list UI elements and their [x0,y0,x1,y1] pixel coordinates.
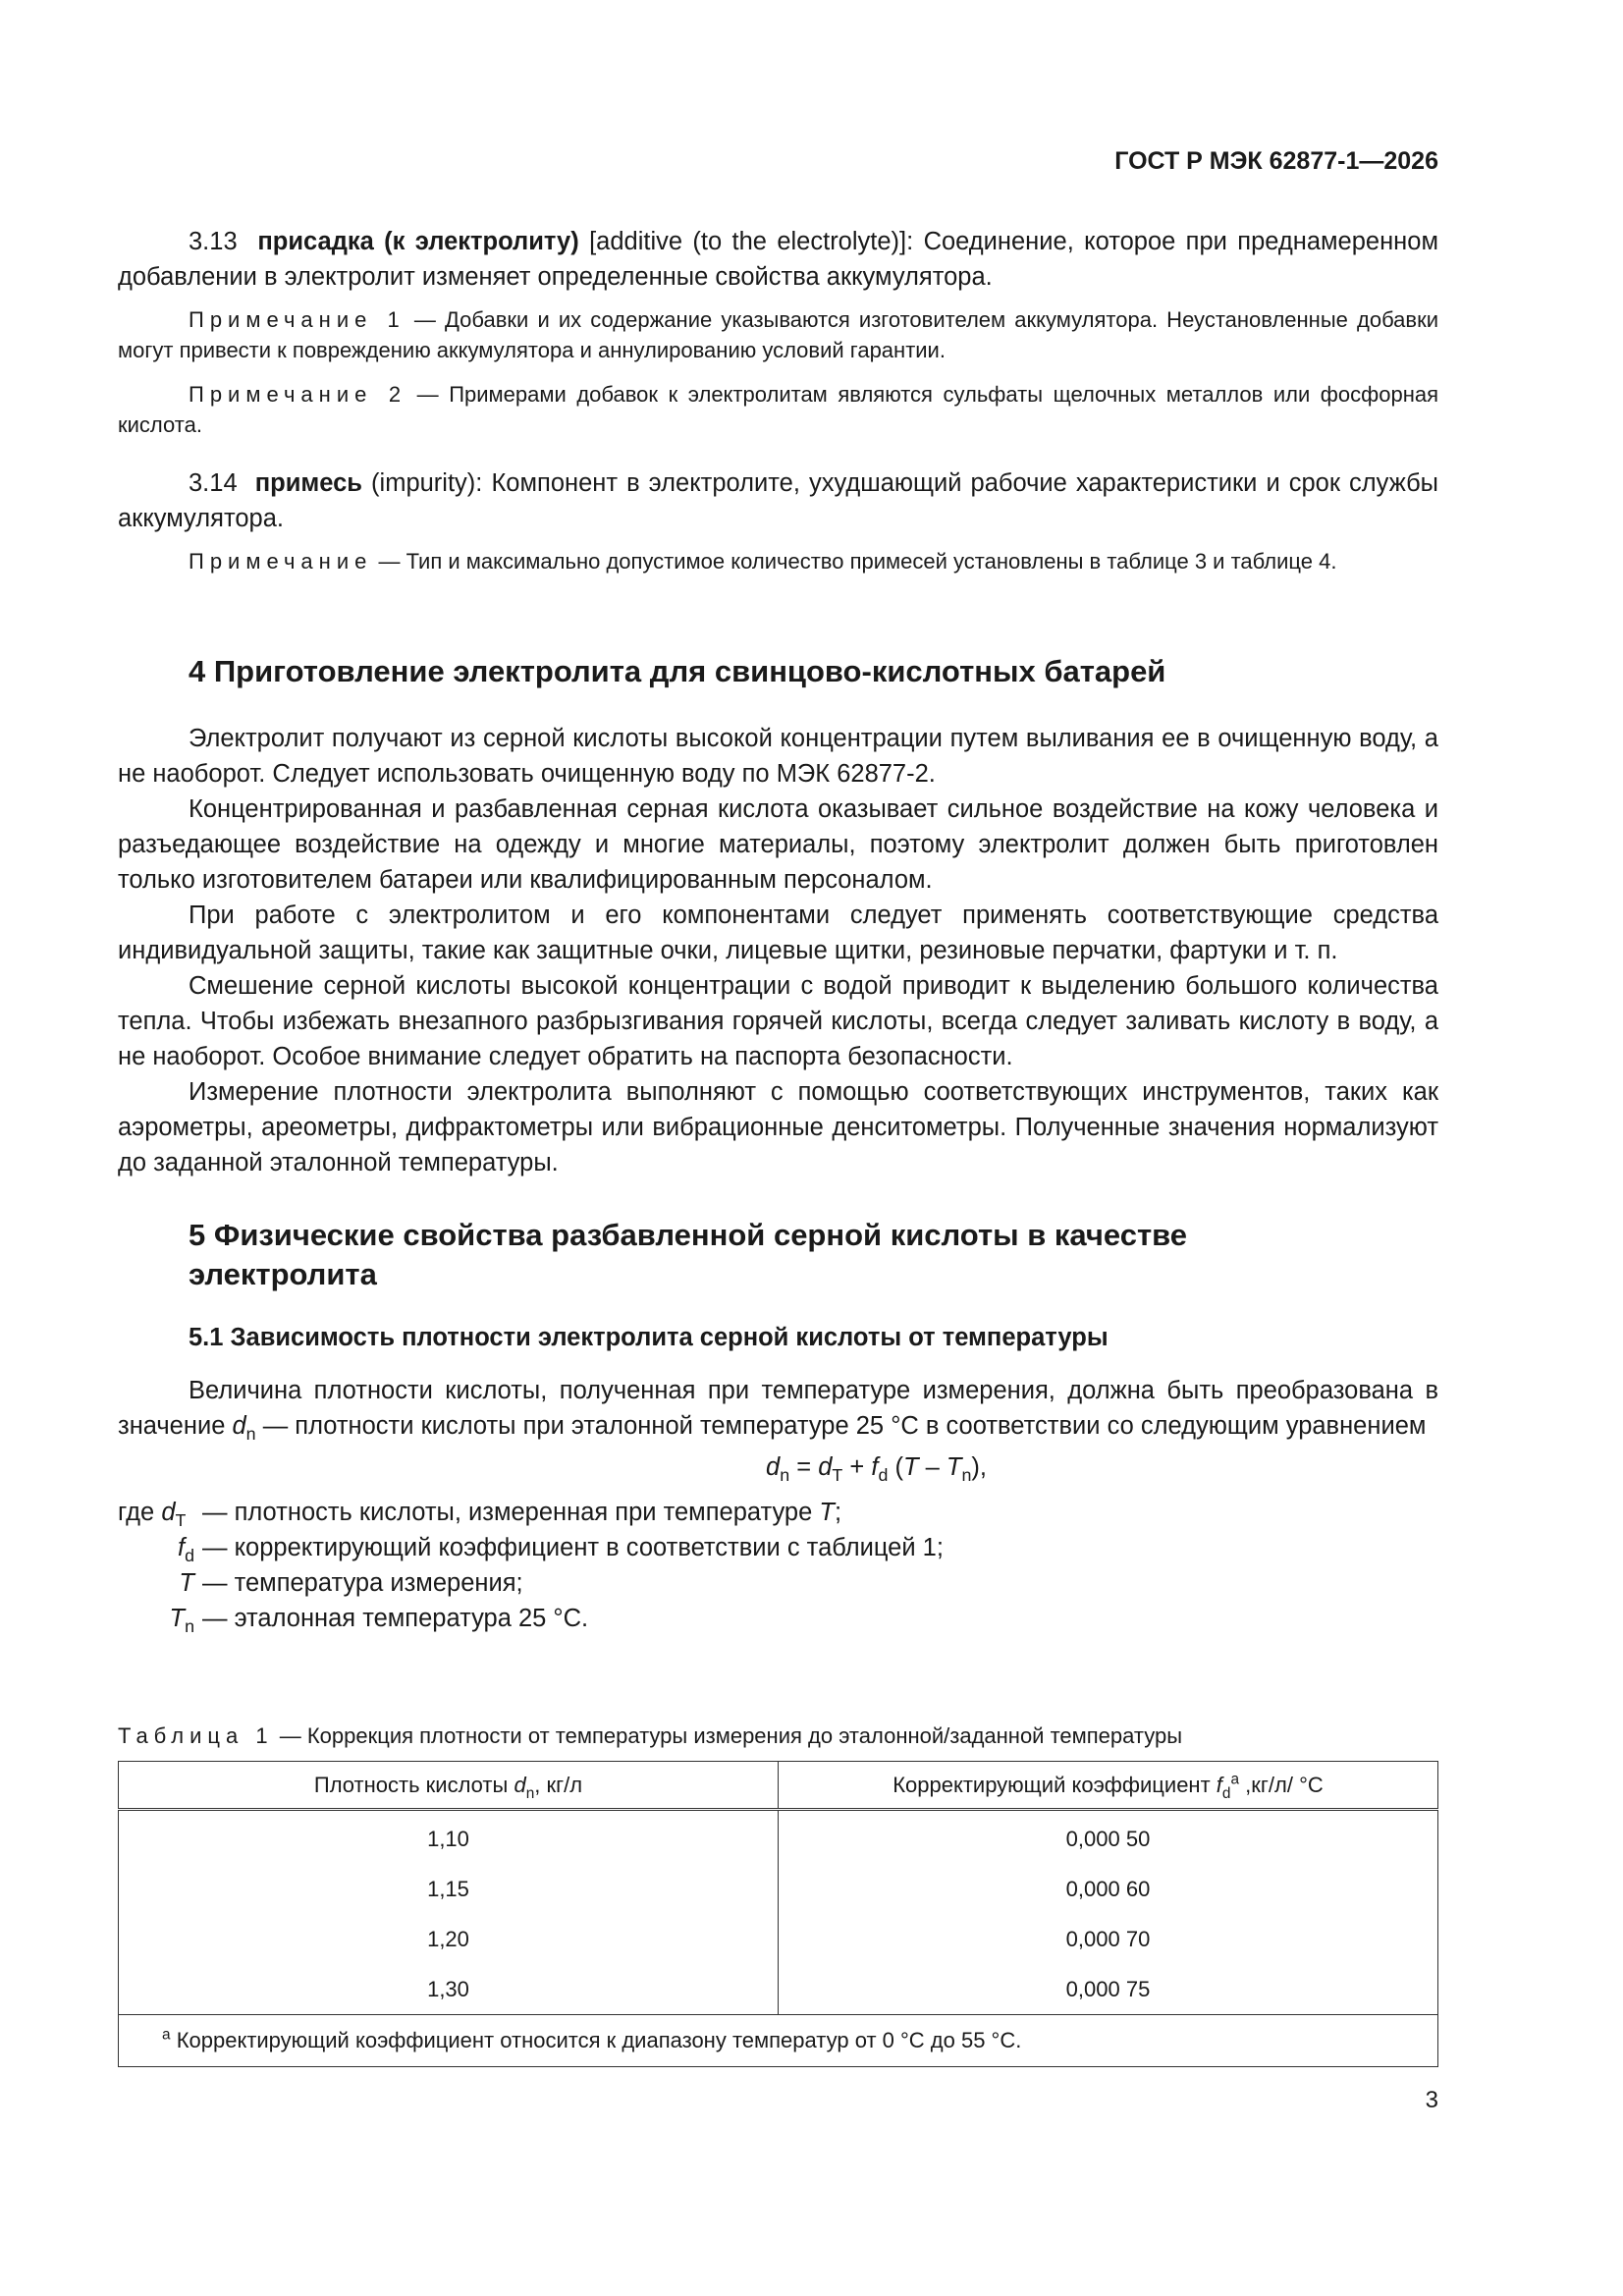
table-row [119,1914,1438,1964]
table-footnote: $^a$ Корректирующий коэффициент относится к диапазону температур от 0 °С до 55 °С. [119,2015,1438,2067]
clause-3-13-note-2: Примечание 2 — Примерами добавок к электролитам являются сульфаты щелочных металлов или фосфорная кислота. [118,382,1438,437]
clause-3-14-text: 3.14 примесь (impurity): Компонент в электролите, ухудшающий рабочие характеристики и срок службы аккумулятора. [118,469,1439,532]
table-cell: 0,000 75 [779,1964,1438,2015]
term-additive: присадка (к электролиту) [257,228,579,255]
table-row [119,1964,1438,2015]
legend-row-Tn: $T_n$ — эталонная температура 25 °С. [169,1605,589,1636]
section-5-heading: 5 Физические свойства разбавленной серной кислоты в качестве электролита [189,1218,1188,1291]
table-cell: 0,000 50 [779,1810,1438,1865]
table-header-density: Плотность кислоты $d_n$, кг/л [119,1762,779,1810]
section-5-1-paragraph: Величина плотности кислоты, полученная при температуре измерения, должна быть преобразована в значение $d_n$ — плотности кислоты при эталонной температуре 25 °С в соответствии со следующим уравнением [118,1377,1438,1444]
formula-legend [118,1495,1438,1636]
section-4-heading: 4 Приготовление электролита для свинцово-кислотных батарей [189,654,1166,688]
section-5 [118,1216,1438,1636]
table-cell: 0,000 70 [779,1914,1438,1964]
table-row [119,1810,1438,1865]
table-row [119,1864,1438,1914]
section-5-1-heading: 5.1 Зависимость плотности электролита серной кислоты от температуры [189,1324,1109,1351]
clause-3-13-note-1: Примечание 1 — Добавки и их содержание указываются изготовителем аккумулятора. Неустановленные добавки могут привести к повреждению аккумулятора и аннулированию условий гарантии. [118,307,1439,362]
table-1-caption: Таблица 1 — Коррекция плотности от температуры измерения до эталонной/заданной температуры [118,1723,1183,1748]
section-4-paragraph-2: Концентрированная и разбавленная серная кислота оказывает сильное воздействие на кожу человека и разъедающее воздействие на одежду и многие материалы, поэтому электролит должен быть приготовлен только изготовителем батареи или квалифицированным персоналом. [118,795,1438,894]
clause-3-13-text: 3.13 присадка (к электролиту) [additive (to the electrolyte)]: Соединение, которое при преднамеренном добавлении в электролит изменяет определенные свойства аккумулятора. [118,228,1438,291]
density-formula: $d_n = d_T + f_d$ $(T - T_n)$, [766,1453,987,1485]
table-cell: 1,20 [119,1914,779,1964]
table-cell: 1,30 [119,1964,779,2015]
legend-row-fd: $f_d$ — корректирующий коэффициент в соответствии с таблицей 1; [177,1534,944,1565]
table-header-coefficient: Корректирующий коэффициент $f_d^a$ ,кг/л/ °С [779,1762,1438,1810]
page-number: 3 [1425,2087,1438,2113]
table-cell: 1,10 [119,1810,779,1865]
section-4-paragraph-1: Электролит получают из серной кислоты высокой концентрации путем выливания ее в очищенную воду, а не наоборот. Следует использовать очищенную воду по МЭК 62877-2. [118,725,1438,788]
table-cell: 1,15 [119,1864,779,1914]
clause-3-14 [118,465,1438,576]
term-impurity: примесь [254,469,362,497]
section-4-paragraph-5: Измерение плотности электролита выполняют с помощью соответствующих инструментов, таких как аэрометры, ареометры, дифрактометры или вибрационные денситометры. Полученные значения нормализуют до заданной эталонной температуры. [118,1078,1438,1176]
table-1-block [118,1721,1438,2067]
section-4-paragraph-3: При работе с электролитом и его компонентами следует применять соответствующие средства индивидуальной защиты, такие как защитные очки, лицевые щитки, резиновые перчатки, фартуки и т. п. [118,902,1438,964]
clause-3-14-note: Примечание — Тип и максимально допустимое количество примесей установлены в таблице 3 и таблице 4. [189,549,1337,574]
table-cell: 0,000 60 [779,1864,1438,1914]
legend-row-dT: где $d_T$ — плотность кислоты, измеренная при температуре T; [118,1499,842,1530]
legend-row-T: T — температура измерения; [179,1569,523,1597]
document-header: ГОСТ Р МЭК 62877-1—2026 [1114,147,1438,175]
section-4 [118,652,1438,1180]
section-4-paragraph-4: Смешение серной кислоты высокой концентрации с водой приводит к выделению большого количества тепла. Чтобы избежать внезапного разбрызгивания горячей кислоты, всегда следует заливать кислоту в воду, а не наоборот. Особое внимание следует обратить на паспорта безопасности. [118,972,1438,1070]
table-1 [118,1761,1438,2067]
clause-3-13 [118,224,1438,440]
